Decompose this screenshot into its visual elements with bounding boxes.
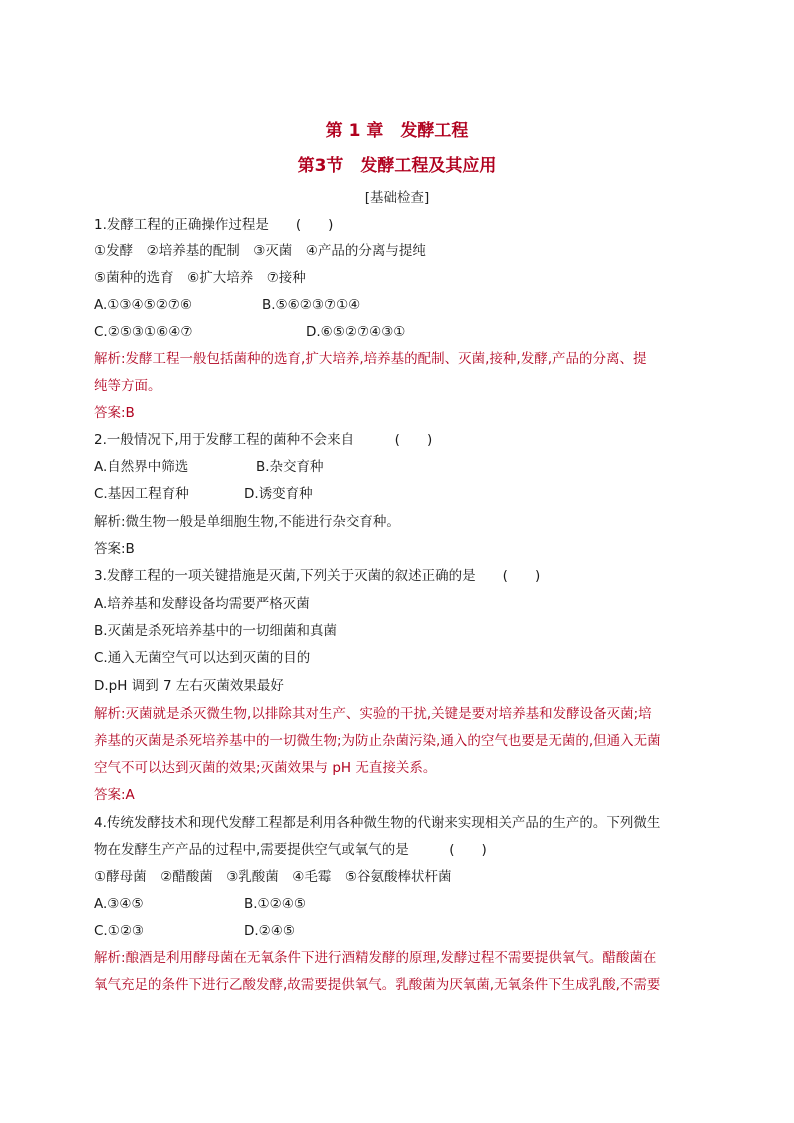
question-4-option-c: C.①②③ <box>94 923 145 939</box>
question-4-option-a: A.③④⑤ <box>94 896 144 912</box>
question-1-option-d: D.⑥⑤②⑦④③① <box>306 324 406 340</box>
question-2-option-d: D.诱变育种 <box>244 486 313 502</box>
question-3-analysis-line-2: 养基的灭菌是杀死培养基中的一切微生物;为防止杂菌污染,通入的空气也要是无菌的,但通入无菌 <box>94 733 661 749</box>
question-4-option-b: B.①②④⑤ <box>244 896 306 912</box>
question-3-option-a: A.培养基和发酵设备均需要严格灭菌 <box>94 596 310 612</box>
question-2-answer: 答案:B <box>94 541 135 557</box>
question-3-option-b: B.灭菌是杀死培养基中的一切细菌和真菌 <box>94 623 338 639</box>
question-1-option-a: A.①③④⑤②⑦⑥ <box>94 297 193 313</box>
question-1-analysis-line-1: 解析:发酵工程一般包括菌种的选育,扩大培养,培养基的配制、灭菌,接种,发酵,产品的分离、提 <box>94 351 647 367</box>
question-3-answer: 答案:A <box>94 787 135 803</box>
question-1-analysis-line-2: 纯等方面。 <box>94 378 162 394</box>
question-4-stem-line-1: 4.传统发酵技术和现代发酵工程都是利用各种微生物的代谢来实现相关产品的生产的。下列微生 <box>94 815 661 831</box>
question-3-analysis-line-3: 空气不可以达到灭菌的效果;灭菌效果与 pH 无直接关系。 <box>94 760 437 776</box>
question-1-items-line-2: ⑤菌种的选育 ⑥扩大培养 ⑦接种 <box>94 270 306 286</box>
question-4-option-d: D.②④⑤ <box>244 923 295 939</box>
section-title: 第3节 发酵工程及其应用 <box>297 156 497 176</box>
question-4-analysis-line-1: 解析:酿酒是利用酵母菌在无氧条件下进行酒精发酵的原理,发酵过程不需要提供氧气。醋酸菌在 <box>94 950 657 966</box>
question-1-option-c: C.②⑤③①⑥④⑦ <box>94 324 193 340</box>
question-2-option-a: A.自然界中筛选 <box>94 459 189 475</box>
question-4-items: ①酵母菌 ②醋酸菌 ③乳酸菌 ④毛霉 ⑤谷氨酸棒状杆菌 <box>94 869 452 885</box>
chapter-title: 第 1 章 发酵工程 <box>325 121 469 141</box>
section-tag: [基础检查] <box>364 190 430 206</box>
question-4-stem-line-2: 物在发酵生产产品的过程中,需要提供空气或氧气的是 ( ) <box>94 842 487 858</box>
question-1-answer: 答案:B <box>94 405 135 421</box>
question-2-option-c: C.基因工程育种 <box>94 486 189 502</box>
question-3-analysis-line-1: 解析:灭菌就是杀灭微生物,以排除其对生产、实验的干扰,关键是要对培养基和发酵设备灭菌;培 <box>94 706 652 722</box>
question-4-analysis-line-2: 氧气充足的条件下进行乙酸发酵,故需要提供氧气。乳酸菌为厌氧菌,无氧条件下生成乳酸,不需要 <box>94 977 661 993</box>
question-3-option-d: D.pH 调到 7 左右灭菌效果最好 <box>94 678 284 694</box>
question-3-stem: 3.发酵工程的一项关键措施是灭菌,下列关于灭菌的叙述正确的是 ( ) <box>94 568 541 584</box>
question-3-option-c: C.通入无菌空气可以达到灭菌的目的 <box>94 650 311 666</box>
question-2-option-b: B.杂交育种 <box>256 459 324 475</box>
question-1-stem: 1.发酵工程的正确操作过程是 ( ) <box>94 217 334 233</box>
question-2-analysis: 解析:微生物一般是单细胞生物,不能进行杂交育种。 <box>94 514 400 530</box>
question-1-items-line-1: ①发酵 ②培养基的配制 ③灭菌 ④产品的分离与提纯 <box>94 243 426 259</box>
question-1-option-b: B.⑤⑥②③⑦①④ <box>262 297 361 313</box>
question-2-stem: 2.一般情况下,用于发酵工程的菌种不会来自 ( ) <box>94 432 433 448</box>
